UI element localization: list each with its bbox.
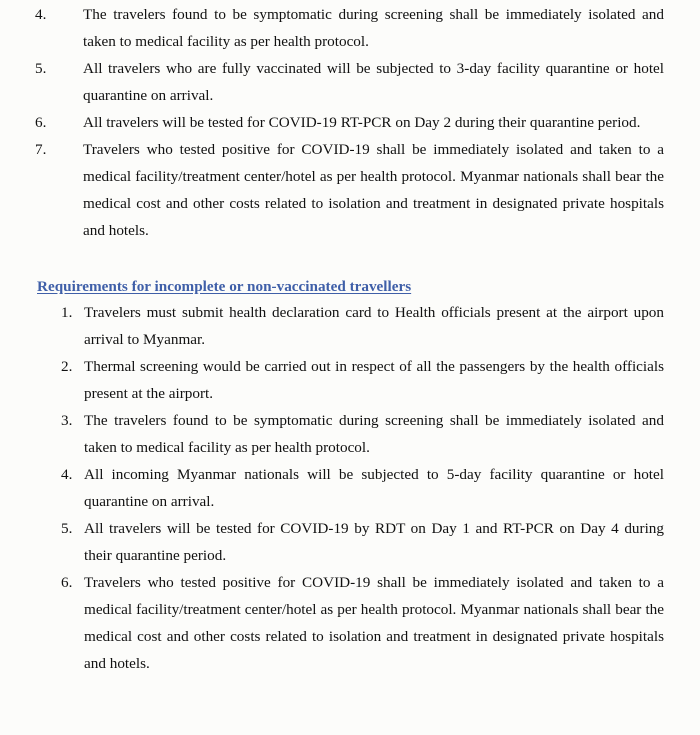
list-item xyxy=(0,353,700,407)
item-number: 1. xyxy=(61,304,73,321)
list-item xyxy=(0,407,700,461)
item-text: All travelers will be tested for COVID-19 RT-PCR on Day 2 during their quarantine period. xyxy=(83,114,641,131)
item-number: 2. xyxy=(61,358,73,375)
list-item xyxy=(0,1,700,55)
item-number: 5. xyxy=(35,60,47,77)
item-number: 5. xyxy=(61,520,73,537)
non-vaccinated-requirements-list xyxy=(0,299,700,677)
item-text: Travelers who tested positive for COVID-19 shall be immediately isolated and taken to a medical facility/treatment center/hotel as per health protocol. Myanmar nationals shall bear the medical cost and other costs related to isolation and treatment in designated private hospitals and hotels. xyxy=(84,574,664,672)
item-text: Travelers who tested positive for COVID-19 shall be immediately isolated and taken to a medical facility/treatment center/hotel as per health protocol. Myanmar nationals shall bear the medical cost and other costs related to isolation and treatment in designated private hospitals and hotels. xyxy=(83,141,664,239)
item-number: 6. xyxy=(35,114,47,131)
list-item xyxy=(0,569,700,677)
list-item xyxy=(0,461,700,515)
list-item xyxy=(0,136,700,244)
item-number: 4. xyxy=(35,6,47,23)
item-number: 4. xyxy=(61,466,73,483)
fully-vaccinated-requirements-list xyxy=(0,1,700,244)
section-heading: Requirements for incomplete or non-vaccinated travellers xyxy=(37,278,412,295)
item-text: Thermal screening would be carried out in respect of all the passengers by the health officials present at the airport. xyxy=(84,358,664,402)
list-item xyxy=(0,55,700,109)
item-text: All travelers will be tested for COVID-19 by RDT on Day 1 and RT-PCR on Day 4 during their quarantine period. xyxy=(84,520,664,564)
item-text: The travelers found to be symptomatic during screening shall be immediately isolated and taken to medical facility as per health protocol. xyxy=(84,412,664,456)
item-number: 6. xyxy=(61,574,73,591)
item-number: 7. xyxy=(35,141,47,158)
item-text: All travelers who are fully vaccinated will be subjected to 3-day facility quarantine or hotel quarantine on arrival. xyxy=(83,60,664,104)
list-item xyxy=(0,109,700,136)
item-text: All incoming Myanmar nationals will be subjected to 5-day facility quarantine or hotel quarantine on arrival. xyxy=(84,466,664,510)
list-item xyxy=(0,515,700,569)
item-number: 3. xyxy=(61,412,73,429)
list-item xyxy=(0,299,700,353)
item-text: The travelers found to be symptomatic during screening shall be immediately isolated and taken to medical facility as per health protocol. xyxy=(83,6,664,50)
item-text: Travelers must submit health declaration card to Health officials present at the airport upon arrival to Myanmar. xyxy=(84,304,664,348)
